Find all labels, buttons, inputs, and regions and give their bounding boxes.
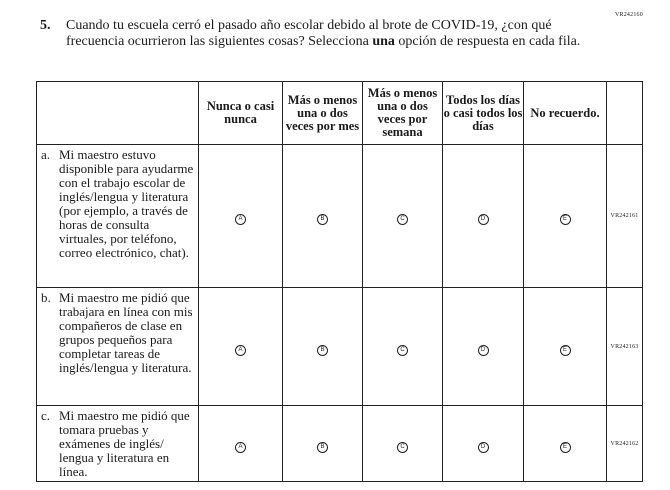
- item-row-a: [37, 145, 643, 288]
- column-header-weekly: Más o menos una o dos veces por semana: [363, 82, 443, 145]
- radio-bubble-a[interactable]: A: [235, 345, 246, 356]
- item-letter: c.: [41, 408, 51, 423]
- item-row-b: [37, 288, 643, 406]
- form-code: VR242160: [615, 12, 643, 18]
- question-text-after: opción de respuesta en cada fila.: [394, 34, 581, 49]
- option-cell-never: [199, 288, 283, 406]
- radio-bubble-a[interactable]: A: [235, 442, 246, 453]
- question-text-emphasis: una: [372, 34, 395, 49]
- option-cell-never: [199, 406, 283, 482]
- column-header-monthly: Más o menos una o dos veces por mes: [283, 82, 363, 145]
- radio-bubble-e[interactable]: E: [560, 442, 571, 453]
- option-cell-never: [199, 145, 283, 288]
- radio-bubble-d[interactable]: D: [478, 214, 489, 225]
- item-text: Mi maestro estuvo disponible para ayudarme con el trabajo escolar de inglés/lengua y literatura (por ejemplo, a través de horas de consulta virtuales, por teléfono, correo electrónico, chat).: [59, 147, 194, 260]
- radio-bubble-b[interactable]: B: [317, 345, 328, 356]
- item-code: VR242163: [607, 288, 643, 406]
- item-text-block: [37, 145, 198, 262]
- item-cell: [37, 406, 199, 482]
- item-cell: [37, 288, 199, 406]
- radio-bubble-c[interactable]: C: [397, 214, 408, 225]
- option-cell-weekly: [363, 406, 443, 482]
- header-code-cell: [607, 82, 643, 145]
- radio-bubble-c[interactable]: C: [397, 345, 408, 356]
- radio-bubble-e[interactable]: E: [560, 345, 571, 356]
- column-header-never: Nunca o casi nunca: [199, 82, 283, 145]
- response-grid: [36, 81, 643, 482]
- column-header-daily: Todos los días o casi todos los días: [443, 82, 524, 145]
- item-text: Mi maestro me pidió que tomara pruebas y exámenes de inglés/ lengua y literatura en línea.: [59, 408, 190, 479]
- radio-bubble-b[interactable]: B: [317, 214, 328, 225]
- option-cell-weekly: [363, 145, 443, 288]
- question-block: [40, 18, 600, 50]
- question-text: [66, 18, 600, 50]
- radio-bubble-d[interactable]: D: [478, 345, 489, 356]
- radio-bubble-a[interactable]: A: [235, 214, 246, 225]
- question-text-before: Cuando tu escuela cerró el pasado año escolar debido al brote de COVID-19, ¿con qué frecuencia ocurrieron las siguientes cosas? Selecciona: [66, 18, 552, 49]
- option-cell-dont-remember: [524, 288, 607, 406]
- option-cell-monthly: [283, 145, 363, 288]
- header-row: [37, 82, 643, 145]
- item-code: VR242162: [607, 406, 643, 482]
- item-code: VR242161: [607, 145, 643, 288]
- header-blank-cell: [37, 82, 199, 145]
- column-header-dont-remember: No recuerdo.: [524, 82, 607, 145]
- radio-bubble-b[interactable]: B: [317, 442, 328, 453]
- option-cell-daily: [443, 406, 524, 482]
- item-letter: b.: [41, 290, 51, 305]
- item-text-block: [37, 406, 198, 481]
- item-cell: [37, 145, 199, 288]
- radio-bubble-d[interactable]: D: [478, 442, 489, 453]
- option-cell-monthly: [283, 406, 363, 482]
- item-text: Mi maestro me pidió que trabajara en línea con mis compañeros de clase en grupos pequeños para completar tareas de inglés/lengua y literatura.: [59, 290, 193, 375]
- radio-bubble-e[interactable]: E: [560, 214, 571, 225]
- radio-bubble-c[interactable]: C: [397, 442, 408, 453]
- option-cell-dont-remember: [524, 406, 607, 482]
- item-text-block: [37, 288, 198, 377]
- item-letter: a.: [41, 147, 51, 162]
- item-row-c: [37, 406, 643, 482]
- option-cell-monthly: [283, 288, 363, 406]
- option-cell-daily: [443, 288, 524, 406]
- option-cell-weekly: [363, 288, 443, 406]
- option-cell-daily: [443, 145, 524, 288]
- option-cell-dont-remember: [524, 145, 607, 288]
- question-number: 5.: [40, 18, 51, 33]
